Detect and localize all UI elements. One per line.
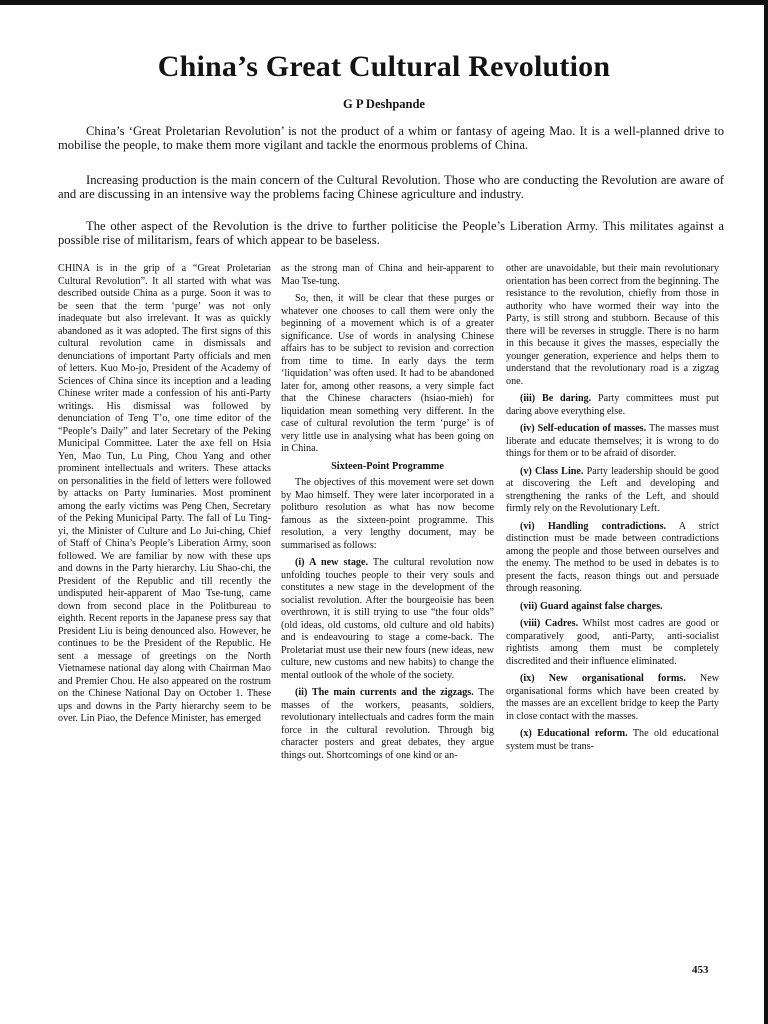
body-paragraph: as the strong man of China and heir-apparent to Mao Tse-tung.	[281, 263, 494, 287]
programme-point-9	[506, 673, 719, 723]
body-paragraph: CHINA is in the grip of a “Great Proletarian Cultural Revolution”. It all started with what was described outside China as a purge. Soon it was to be seen that the term ‘purge’ was not only inadequate but also irrelevant. It was as quickly abandoned as it was adopted. The first signs of this cultural revolution came in dismissals and denunciations of important Party officials and men of letters. Kuo Mo-jo, President of the Academy of Sciences of China since its inception and a leading Chinese writer made a confession of his anti-Party writings. His dismissal was followed by denunciation of Teng T’o, one time editor of the “People’s Daily” and later Secretary of the Peking Municipal Committee. Later the axe fell on Hsia Yen, Mao Tun, Lu Ping, Chou Yang and other prominent intellectuals and writers. These attacks on personalities in the field of letters were followed by attacks on Party luminaries. Most prominent among the early victims was Peng Chen, Secretary of the Peking Municipal Party. The fall of Lu Ting-yi, the Minister of Culture and Lo Jui-ching, Chief of Staff of China’s People’s Liberation Army, soon followed. We are familiar by now with these ups and downs in the Party hierarchy. Liu Shao-chi, the President of the Republic and till recently the undisputed heir-apparent of Mao Tse-tung, came down from second place in the Politbureau to eighth. Recent reports in the Japanese press say that President Liu is being denounced also. However, he continues to be the President of the Republic. He sent a message of greetings on the North Vietnamese national day along with Chairman Mao and Premier Chou. He also appeared on the rostrum on the Chinese National Day on October 1. These ups and downs in the Party hierarchy seem to be over. Lin Piao, the Defence Minister, has emerged	[58, 263, 271, 724]
column-2	[281, 263, 494, 963]
point-text: Party committees must put daring above everything else.	[506, 393, 719, 417]
point-text: The masses of the workers, peasants, soldiers, revolutionary intellectuals and cadres form the main force in the cultural revolution. Through big character posters and great debates, they argue things out. Shortcomings of one kind or an-	[281, 687, 494, 761]
article-author: G P Deshpande	[343, 97, 425, 111]
body-paragraph: So, then, it will be clear that these purges or whatever one chooses to call them were only the beginning of a movement which is of a greater significance. Use of words in analysing Chinese affairs has to be subject to revision and correction from time to time. In early days the term ‘liquidation’ was often used. It had to be abandoned later for, among other reasons, a very simple fact that the Chinese characters (hsiao-mieh) for liquidation mean something very different. In the case of cultural revolution the term ‘purge’ is of very little use in analysing what has been going on in China.	[281, 293, 494, 454]
body-paragraph: The objectives of this movement were set down by Mao himself. They were later incorporated in a politburo resolution as what has now become famous as the sixteen-point programme. This resolution, a very lengthy document, may be summarised as follows:	[281, 477, 494, 551]
programme-point-5	[506, 466, 719, 516]
point-label: (vii) Guard against false charges.	[520, 600, 663, 612]
point-label: (viii) Cadres.	[520, 618, 579, 629]
point-label: (x) Educational reform.	[520, 728, 628, 739]
column-3	[506, 263, 719, 963]
programme-point-7	[506, 601, 719, 614]
point-label: (i) A new stage.	[295, 557, 368, 568]
programme-point-1	[281, 557, 494, 682]
programme-point-4	[506, 423, 719, 461]
point-label: (ix) New organisational forms.	[520, 673, 686, 684]
intro-paragraph-1: China’s ‘Great Proletarian Revolution’ is not the product of a whim or fantasy of ageing Mao. It is a well-planned drive to mobilise the people, to make them more vigilant and tackle the enormous problems of China.	[58, 124, 724, 153]
point-text: Whilst most cadres are good or comparatively good, anti-Party, anti-socialist rightists among them must be completely discredited and their influence eliminated.	[506, 618, 719, 667]
right-border	[764, 0, 768, 1024]
point-text: New organisational forms which have been created by the masses are an excellent bridge to keep the Party in close contact with the masses.	[506, 673, 719, 722]
programme-point-8	[506, 618, 719, 668]
column-1	[58, 263, 271, 963]
point-label: (iii) Be daring.	[520, 393, 592, 404]
intro-paragraph-3: The other aspect of the Revolution is the drive to further politicise the People’s Liberation Army. This militates against a possible rise of militarism, fears of which appear to be baseless.	[58, 219, 724, 248]
point-text: The cultural revolution now unfolding touches people to their very souls and constitutes a new stage in the development of the socialist revolution. After the bourgeoisie has been overthrown, it is still trying to use “the four olds” (old ideas, old customs, old culture and old habits) and is endeavouring to stage a come-back. The Proletariat must use their new fours (new ideas, new culture, new customs and new habits) to change the mental outlook of the whole of the society.	[281, 557, 494, 681]
section-heading: Sixteen-Point Programme	[331, 460, 444, 472]
point-text: The old educational system must be trans-	[506, 728, 719, 752]
point-text: Party leadership should be good at discovering the Left and developing and strengthening the ranks of the Left, and should firmly rely on the Revolutionary Left.	[506, 465, 719, 514]
point-label: (iv) Self-education of masses.	[520, 423, 647, 434]
intro-paragraph-2: Increasing production is the main concern of the Cultural Revolution. Those who are conducting the Revolution are aware of and are discussing in an intensive way the problems facing Chinese agriculture and industry.	[58, 173, 724, 202]
point-text: The masses must liberate and educate themselves; it is wrong to do things for them or to be afraid of disorder.	[506, 423, 719, 459]
point-text: A strict distinction must be made between contradictions among the people and those between ourselves and the enemy. The method to be used in debates is to present the facts, reason things out and persuade through reasoning.	[506, 520, 719, 594]
body-paragraph: other are unavoidable, but their main revolutionary orientation has been correct from the beginning. The resistance to the revolution, chiefly from those in authority who have wormed their way into the Party, is still strong and stubborn. Because of this there will be reverses in struggle. There is no harm in this because it gives the masses, especially the younger generation, experience and helps them to understand that the revolutionary road is a zigzag one.	[506, 263, 719, 387]
programme-point-3	[506, 393, 719, 418]
programme-point-10	[506, 728, 719, 753]
point-label: (ii) The main currents and the zigzags.	[295, 687, 474, 698]
article-title: China’s Great Cultural Revolution	[157, 50, 611, 83]
programme-point-6	[506, 521, 719, 596]
page-number: 453	[692, 964, 709, 976]
programme-point-2	[281, 687, 494, 762]
point-label: (vi) Handling contradictions.	[520, 520, 667, 532]
top-border	[0, 0, 768, 5]
point-label: (v) Class Line.	[520, 465, 584, 477]
